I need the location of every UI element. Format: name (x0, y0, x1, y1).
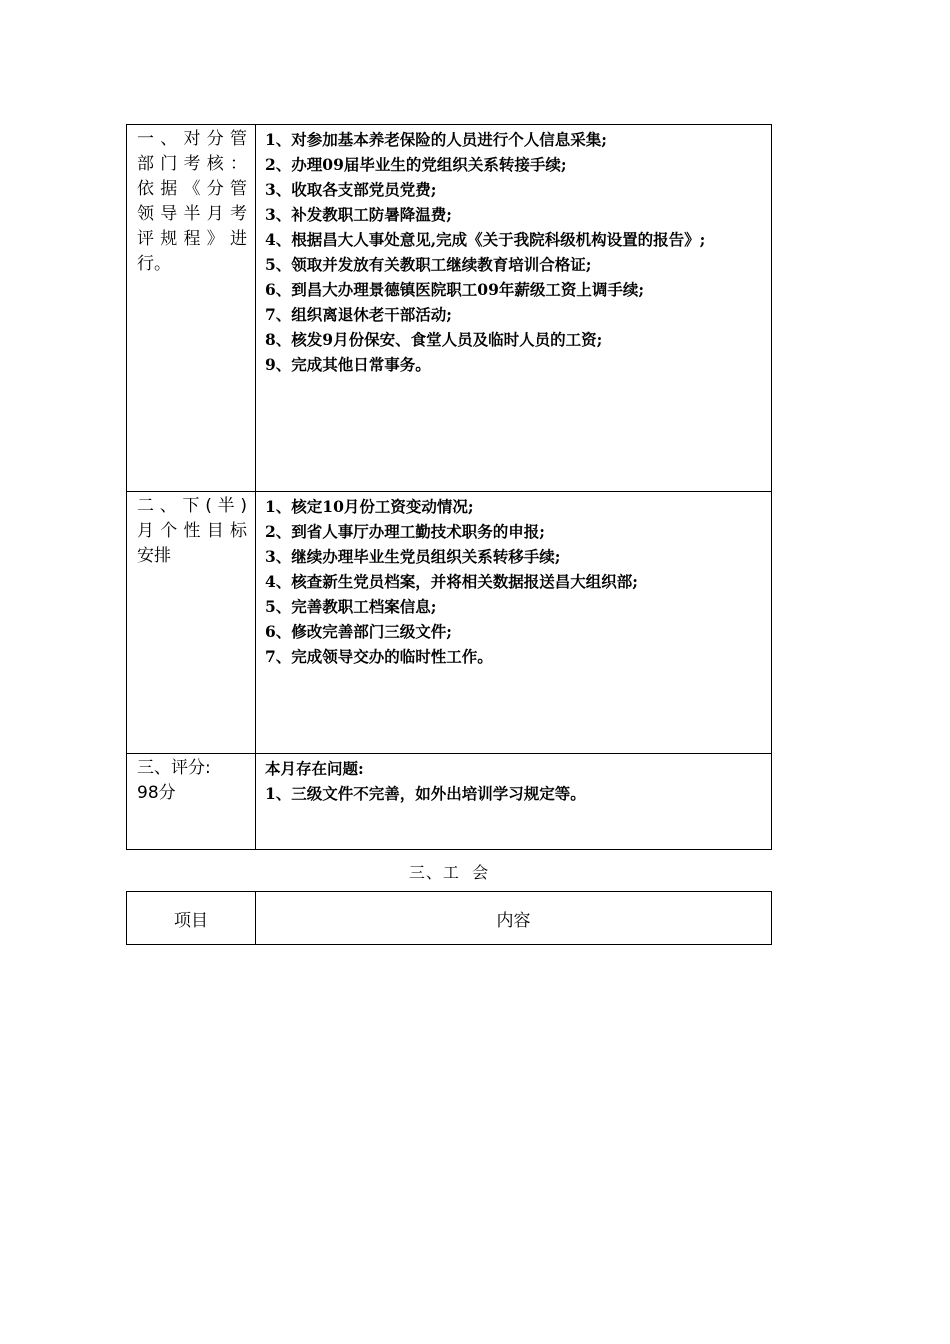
section-2-row (127, 492, 772, 754)
label-line: 评规程》进 (137, 229, 247, 249)
label-line: 领导半月考 (137, 204, 247, 224)
section-1-label-cell (127, 125, 256, 492)
label-line: 安排 (137, 546, 171, 566)
list-item: 3、补发教职工防暑降温费; (265, 205, 453, 224)
section-3-label-cell (127, 754, 256, 850)
list-item: 1、核定10月份工资变动情况; (265, 497, 474, 516)
list-item: 7、完成领导交办的临时性工作。 (265, 647, 493, 666)
label-line: 依据《分管 (137, 179, 247, 199)
list-item: 7、组织离退休老干部活动; (265, 305, 453, 324)
list-item: 9、完成其他日常事务。 (265, 355, 431, 374)
label-line: 月个性目标 (137, 521, 247, 541)
union-table (126, 891, 772, 945)
list-item: 1、对参加基本养老保险的人员进行个人信息采集; (265, 130, 608, 149)
problem-title: 本月存在问题: (265, 759, 364, 778)
section-caption: 三、工 会 (408, 863, 490, 882)
list-item: 5、完善教职工档案信息; (265, 597, 437, 616)
section-3-row (127, 754, 772, 850)
label-line: 二、下(半) (137, 496, 247, 516)
score-value: 98分 (137, 783, 176, 803)
label-line: 一、对分管 (137, 129, 247, 149)
section-2-label-cell (127, 492, 256, 754)
section-2-label (127, 492, 255, 569)
score-label: 三、评分: (137, 758, 211, 778)
section-3-content-cell (256, 754, 772, 850)
section-3-list (256, 754, 771, 806)
section-2-content-cell (256, 492, 772, 754)
header-item: 项目 (127, 892, 256, 945)
list-item: 3、收取各支部党员党费; (265, 180, 437, 199)
section-1-row (127, 125, 772, 492)
list-item: 6、修改完善部门三级文件; (265, 622, 453, 641)
section-1-list (256, 125, 771, 377)
list-item: 5、领取并发放有关教职工继续教育培训合格证; (265, 255, 592, 274)
list-item: 3、继续办理毕业生党员组织关系转移手续; (265, 547, 561, 566)
section-2-list (256, 492, 771, 669)
header-content: 内容 (256, 892, 772, 945)
list-item: 4、根据昌大人事处意见,完成《关于我院科级机构设置的报告》; (265, 230, 706, 249)
list-item: 8、核发9月份保安、食堂人员及临时人员的工资; (265, 330, 603, 349)
assessment-table (126, 124, 772, 850)
union-table-header-row (127, 892, 772, 945)
section-1-content-cell (256, 125, 772, 492)
section-3-label (127, 754, 255, 806)
list-item: 2、到省人事厅办理工勤技术职务的申报; (265, 522, 546, 541)
section-1-label (127, 125, 255, 277)
list-item: 1、三级文件不完善，如外出培训学习规定等。 (265, 784, 586, 803)
label-line: 行。 (137, 254, 171, 274)
label-line: 部门考核： (137, 154, 247, 174)
list-item: 4、核查新生党员档案，并将相关数据报送昌大组织部; (265, 572, 639, 591)
list-item: 2、办理09届毕业生的党组织关系转接手续; (265, 155, 567, 174)
list-item: 6、到昌大办理景德镇医院职工09年薪级工资上调手续; (265, 280, 645, 299)
